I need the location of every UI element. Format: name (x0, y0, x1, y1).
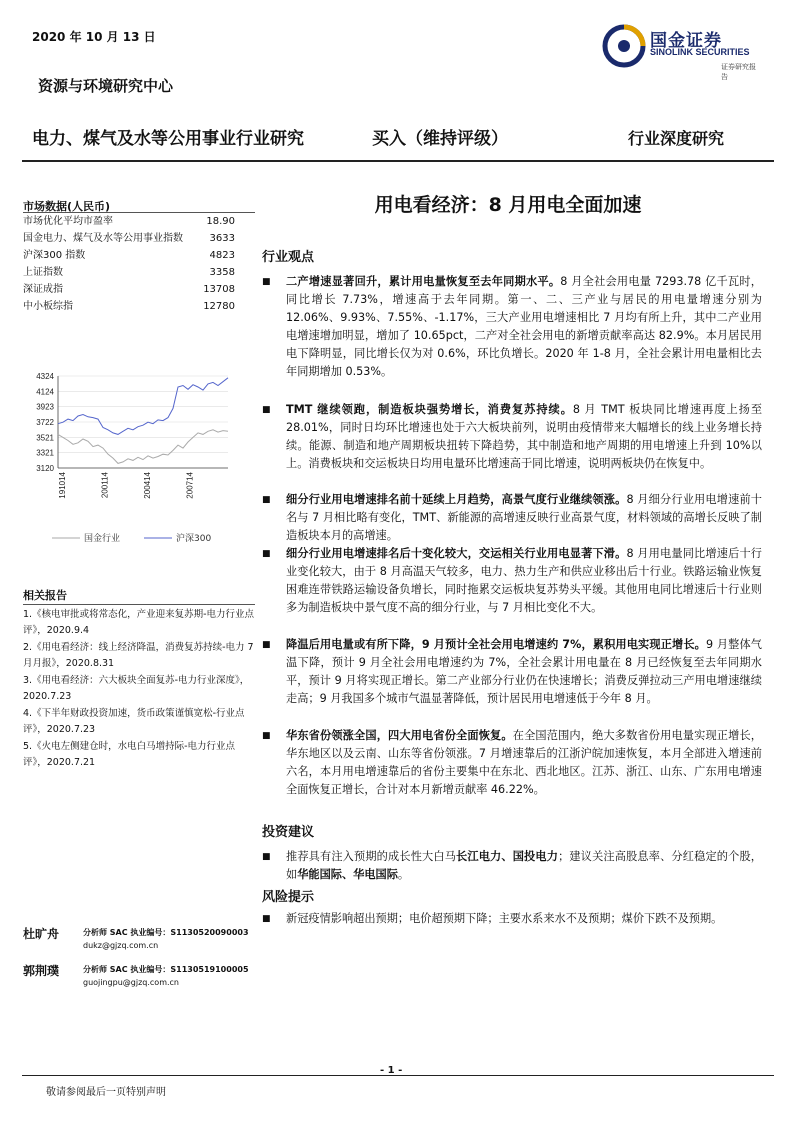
bullet-icon: ■ (262, 277, 271, 287)
rating: 买入（维持评级） (372, 129, 508, 149)
analyst-email[interactable]: dukz@gjzq.com.cn (83, 941, 159, 950)
index-chart (18, 368, 250, 548)
bullet-icon: ■ (262, 914, 271, 924)
footer-divider (22, 1075, 774, 1076)
y-tick-label: 3120 (36, 464, 54, 473)
section-heading: 行业观点 (262, 250, 315, 265)
analyst-email[interactable]: guojingpu@gjzq.com.cn (83, 978, 180, 987)
list-item[interactable]: 4.《下半年财政投资加速，货币政策谨慎宽松-行业点评》，2020.7.23 (23, 708, 245, 735)
list-item[interactable]: 5.《火电左侧建仓时，水电白马增持际-电力行业点评》，2020.7.21 (23, 741, 235, 768)
paragraph: ■ 新冠疫情影响超出预期；电价超预期下降；主要水系来水不及预期；煤价下跌不及预期。 (262, 910, 762, 928)
analyst-sac: 分析师 SAC 执业编号：S1130520090003 (83, 928, 249, 937)
x-tick-label: 191014 (58, 472, 67, 499)
logo-sub: 证券研究报告 (721, 63, 756, 81)
report-type: 行业深度研究 (628, 129, 725, 148)
y-tick-label: 3521 (36, 433, 54, 443)
series-line (58, 430, 228, 464)
logo-cn: 国金证券 (650, 31, 722, 51)
list-item[interactable]: 3.《用电看经济：六大板块全面复苏-电力行业深度》，2020.7.23 (23, 675, 250, 702)
list-item[interactable]: 1.《核电审批或将常态化，产业迎来复苏期-电力行业点评》，2020.9.4 (23, 609, 254, 636)
y-tick-label: 3722 (36, 418, 54, 427)
disclaimer[interactable]: 敬请参阅最后一页特别声明 (46, 1087, 166, 1098)
market-row: 深证成指 13708 (23, 284, 235, 295)
x-tick-label: 200114 (100, 472, 110, 499)
legend-label: 国金行业 (84, 534, 121, 544)
index-chart-svg (18, 368, 250, 548)
paragraph: ■ 华东省份领涨全国，四大用电省份全面恢复。在全国范围内，绝大多数省份用电量实现正增长，华东地区以及云南、山东等省份领涨。7 月增速靠后的江浙沪皖加速恢复，本月全部进入增速前六名，本月用电增速靠后的省份主要集中在东北、西北地区。江苏、浙江、山东、广东用电增速全面恢复正增长，合计对本月新增贡献率 46.22%。 (262, 729, 762, 796)
research-center: 资源与环境研究中心 (38, 77, 174, 95)
y-tick-label: 3321 (36, 448, 54, 458)
market-row: 上证指数 3358 (23, 267, 235, 278)
y-tick-label: 3923 (36, 402, 54, 412)
market-row: 沪深300 指数 4823 (23, 250, 235, 261)
paragraph: ■ TMT 继续领跑，制造板块强势增长，消费复苏持续。8 月 TMT 板块同比增速再度上扬至 28.01%，同时日均环比增速也处于六大板块前列，说明由疫情带来大幅增长的线上业务增长持续。能源、制造和地产周期板块扭转下降趋势，其中制造和地产周期的用电增速上升到 10%以上。消费板块和交运板块日均用电量环比增速高于同比增速，说明两板块仍在恢复中。 (262, 403, 763, 470)
paragraph: ■ 降温后用电量或有所下降，9 月预计全社会用电增速约 7%，累积用电实现正增长。9 月整体气温下降，预计 9 月全社会用电增速约为 7%，全社会累计用电量在 8 月已经恢复至去年同期水平，预计 9 月将实现正增长。第二产业部分行业仍在快速增长；消费反弹拉动三产用电增速继续走高；9 月我国多个城市气温显著降低，预计居民用电增速低于今年 8 月。 (262, 638, 762, 705)
logo-en: SINOLINK SECURITIES (650, 47, 750, 57)
bullet-icon: ■ (262, 405, 271, 415)
paragraph: ■ 细分行业用电增速排名后十变化较大，交运相关行业用电显著下滑。8 月用电量同比增速后十行业变化较大，由于 8 月高温天气较多，电力、热力生产和供应业移出后十行业。铁路运输业恢复困难连带铁路运输设备负增长，同时拖累交运板块复苏势头平缓。其他用电同比增速后十行业则多为制造板块中景气度不高的细分行业，与 7 月相比变化不大。 (262, 547, 762, 614)
series-line (58, 378, 228, 435)
analyst-block (23, 962, 263, 992)
header-divider (22, 160, 774, 162)
bullet-icon: ■ (262, 731, 271, 741)
analyst-name: 杜旷舟 (23, 927, 60, 941)
y-tick-label: 4124 (36, 387, 54, 397)
x-tick-label: 200414 (143, 472, 152, 499)
paragraph: ■ 细分行业用电增速排名前十延续上月趋势，高景气度行业继续领涨。8 月细分行业用电增速前十名与 7 月相比略有变化，TMT、新能源的高增速反映行业高景气度，材料领域的高增长反映了制造板块本月的高增速。 (262, 493, 762, 542)
analyst-block (23, 925, 263, 955)
market-row: 市场优化平均市盈率 18.90 (23, 216, 235, 227)
company-logo (600, 20, 760, 81)
bullet-icon: ■ (262, 852, 271, 862)
section-heading: 投资建议 (262, 825, 315, 840)
legend-label: 沪深300 (176, 534, 212, 544)
related-reports-list (23, 604, 255, 772)
page-title: 用电看经济：8 月用电全面加速 (374, 194, 642, 216)
bullet-icon: ■ (262, 640, 271, 650)
industry-title: 电力、煤气及水等公用事业行业研究 (32, 129, 304, 149)
sinolink-logo-icon (602, 24, 646, 68)
market-row: 中小板综指 12780 (23, 301, 235, 312)
y-tick-label: 4324 (36, 372, 54, 381)
bullet-icon: ■ (262, 549, 271, 559)
market-data-title: 市场数据(人民币) (23, 200, 111, 213)
list-item[interactable]: 2.《用电看经济：线上经济降温，消费复苏持续-电力 7 月月报》，2020.8.31 (23, 642, 254, 669)
analyst-name: 郭荆璞 (23, 964, 60, 978)
report-date: 2020 年 10 月 13 日 (32, 30, 156, 44)
paragraph: ■ 推荐具有注入预期的成长性大白马长江电力、国投电力；建议关注高股息率、分红稳定的个股，如华能国际、华电国际。 (262, 850, 762, 881)
page-number: - 1 - (380, 1065, 403, 1076)
market-data-table (23, 212, 255, 315)
bullet-icon: ■ (262, 495, 271, 505)
x-tick-label: 200714 (185, 472, 195, 499)
analyst-sac: 分析师 SAC 执业编号：S1130519100005 (83, 965, 249, 974)
section-heading: 风险提示 (262, 890, 315, 905)
market-row: 国金电力、煤气及水等公用事业指数 3633 (23, 233, 235, 244)
related-reports-title: 相关报告 (23, 589, 67, 602)
paragraph: ■ 二产增速显著回升，累计用电量恢复至去年同期水平。8 月全社会用电量 7293.78 亿千瓦时，同比增长 7.73%，增速高于去年同期。第一、二、三产业与居民的用电量增速分别为 12.06%、9.93%、7.55%、-1.17%，三大产业用电增速相比 7 月均有所上升，其中二产业用电增速增加明显，增加了 10.65pct，二产对全社会用电的新增贡献率高达 82.9%。本月居民用电下降明显，同比增长仅为对 0.6%，环比负增长。2020 年 1-8 月，全社会累计用电量相比去年同期增加 0.53%。 (262, 275, 762, 378)
